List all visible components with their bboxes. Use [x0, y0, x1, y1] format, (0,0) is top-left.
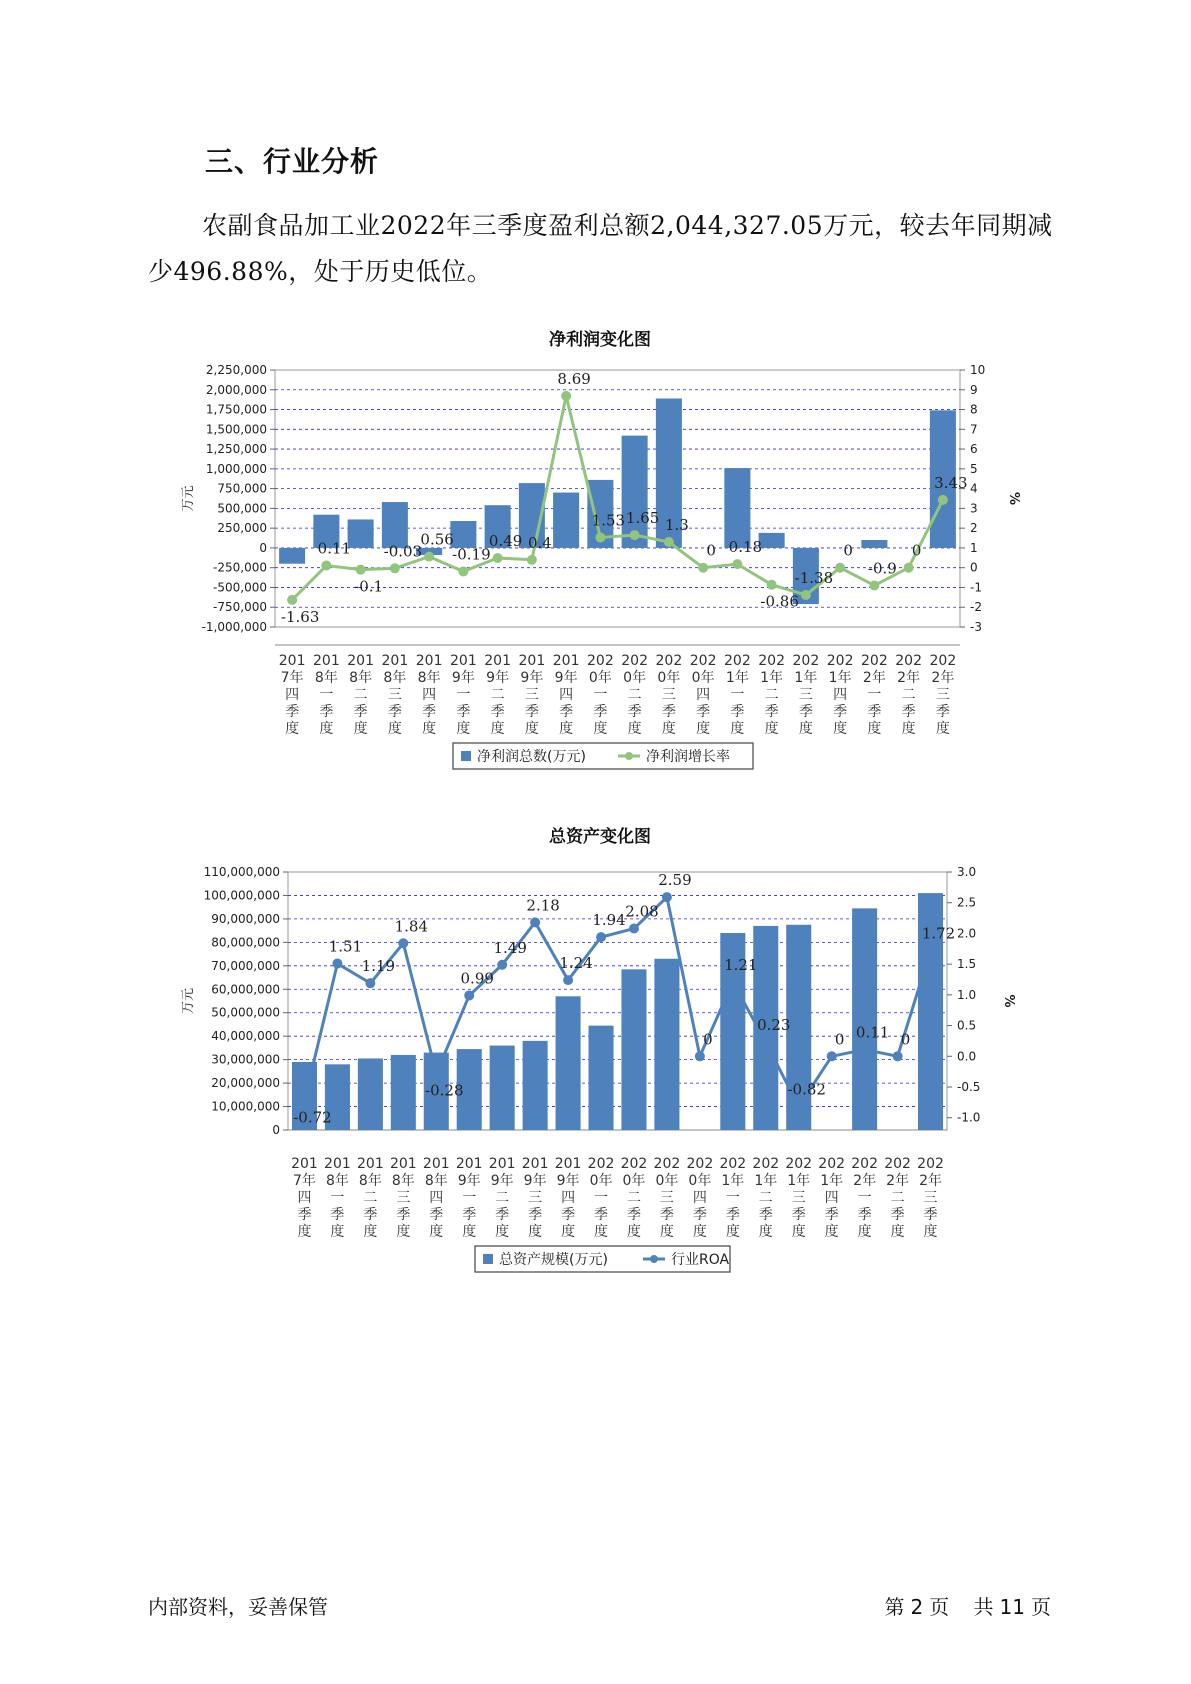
y2-tick-label: -1.0: [957, 1110, 981, 1125]
y2-tick-label: 4: [970, 481, 978, 496]
data-label: 0: [703, 1030, 713, 1049]
line-point: [596, 932, 606, 942]
x-category-label: 202 0年二季度: [620, 1156, 648, 1240]
y-tick-label: 0: [272, 1123, 280, 1137]
bar: [621, 969, 646, 1130]
y-tick-label: 500,000: [217, 501, 267, 516]
y-tick-label: -250,000: [213, 560, 267, 575]
x-category-label: 202 1年三季度: [785, 1156, 813, 1240]
data-label: 0.49: [488, 532, 523, 551]
y-tick-label: 2,250,000: [205, 363, 267, 377]
y2-tick-label: 8: [970, 402, 978, 417]
x-category-label: 202 0年二季度: [621, 653, 648, 737]
y-tick-label: -1,000,000: [201, 620, 267, 634]
data-label: -0.1: [354, 577, 384, 596]
bar: [391, 1055, 416, 1130]
y-tick-label: 50,000,000: [211, 1005, 280, 1020]
line-point: [431, 1068, 441, 1078]
chart-title-net-profit: 净利润变化图: [549, 330, 651, 350]
chart-title-total-assets: 总资产变化图: [549, 827, 651, 847]
bar: [556, 996, 581, 1130]
data-label: 1.53: [591, 511, 626, 530]
y2-axis-title: %: [1006, 491, 1021, 506]
y-tick-label: 250,000: [217, 521, 267, 536]
total-prefix: 共: [973, 1595, 994, 1619]
x-category-label: 201 7年四季度: [278, 653, 306, 737]
y2-tick-label: -0.5: [957, 1080, 981, 1094]
x-category-label: 201 9年一季度: [455, 1156, 483, 1240]
line-point: [299, 1096, 309, 1106]
data-label: 1.72: [921, 924, 956, 943]
x-category-label: 201 8年四季度: [422, 1156, 450, 1240]
y-axis-title: 万元: [181, 485, 196, 512]
x-category-label: 202 2年一季度: [861, 653, 888, 737]
line-point: [629, 924, 639, 934]
line-point: [695, 1051, 705, 1061]
y2-tick-label: 6: [970, 442, 978, 457]
data-label: 0: [900, 1030, 911, 1049]
x-category-label: 202 2年二季度: [895, 653, 922, 737]
bar: [589, 1026, 614, 1130]
y-tick-label: 80,000,000: [211, 935, 280, 950]
y-tick-label: 10,000,000: [211, 1099, 280, 1114]
y-tick-label: 110,000,000: [203, 865, 280, 879]
x-category-label: 202 0年一季度: [587, 1156, 615, 1240]
x-category-label: 202 0年三季度: [655, 653, 683, 737]
y2-tick-label: -2: [970, 600, 982, 615]
x-category-label: 201 9年一季度: [450, 653, 477, 737]
data-label: -0.28: [425, 1081, 464, 1100]
data-label: 1.94: [592, 911, 626, 930]
y2-tick-label: 0.5: [957, 1018, 977, 1033]
line-point: [530, 917, 540, 927]
line-point: [497, 960, 507, 970]
y2-tick-label: 1.0: [957, 987, 977, 1002]
x-category-label: 201 8年二季度: [347, 653, 374, 737]
legend-bar-label: 总资产规模(万元): [499, 1252, 608, 1268]
data-label: -1.63: [280, 607, 320, 626]
line-point: [662, 892, 672, 902]
y-tick-label: 2,000,000: [205, 382, 267, 397]
section-title: 三、行业分析: [205, 145, 380, 178]
y-tick-label: 20,000,000: [211, 1076, 280, 1091]
data-label: 0.18: [728, 538, 763, 557]
data-label: 8.69: [557, 369, 591, 388]
analysis-paragraph: 农副食品加工业2022年三季度盈利总额2,044,327.05万元，较去年同期减少496.88%，处于历史低位。: [148, 211, 1053, 286]
line-point: [926, 946, 936, 956]
y2-tick-label: 1: [970, 540, 978, 555]
legend: [475, 1246, 730, 1272]
y-tick-label: 70,000,000: [211, 958, 280, 973]
line-point: [761, 1037, 771, 1047]
line-point: [464, 990, 474, 1000]
total-unit: 页: [1031, 1595, 1051, 1619]
y-tick-label: 40,000,000: [211, 1029, 280, 1044]
data-label: 0: [843, 541, 853, 560]
data-label: 0.4: [527, 533, 552, 552]
y-tick-label: 1,250,000: [205, 442, 267, 457]
data-label: 0.56: [420, 530, 454, 549]
y-tick-label: -750,000: [213, 600, 267, 615]
data-label: 0: [706, 541, 716, 560]
x-category-label: 201 8年二季度: [357, 1156, 384, 1240]
line-point: [728, 977, 738, 987]
x-category-label: 202 1年二季度: [758, 653, 785, 737]
x-category-label: 201 9年三季度: [518, 653, 546, 737]
y2-tick-label: -3: [970, 620, 982, 634]
y-tick-label: 750,000: [217, 481, 267, 496]
line-point: [563, 975, 573, 985]
line-point: [794, 1102, 804, 1112]
data-label: 0.11: [317, 539, 352, 558]
x-category-label: 202 2年三季度: [917, 1156, 944, 1240]
y-tick-label: 100,000,000: [203, 888, 280, 903]
line-point: [827, 1051, 837, 1061]
y-tick-label: 1,750,000: [205, 402, 267, 417]
x-category-label: 202 0年一季度: [587, 653, 614, 737]
y2-tick-label: 5: [970, 461, 978, 476]
data-label: 0.11: [855, 1023, 890, 1042]
x-category-label: 202 1年二季度: [752, 1156, 780, 1240]
line-point: [398, 938, 408, 948]
data-label: 1.84: [394, 917, 429, 936]
x-category-label: 201 9年三季度: [521, 1156, 549, 1240]
data-label: -0.72: [293, 1108, 332, 1127]
y2-tick-label: 2.0: [957, 926, 977, 941]
data-label: 1.3: [664, 515, 689, 534]
y2-tick-label: 3.0: [957, 865, 977, 879]
legend-line-marker: [650, 1255, 658, 1263]
footer-confidential-note: 内部资料，妥善保管: [148, 1595, 328, 1619]
y-tick-label: 30,000,000: [211, 1052, 280, 1067]
data-label: -0.86: [760, 592, 799, 611]
y2-tick-label: 7: [970, 422, 978, 437]
x-category-label: 202 2年二季度: [884, 1156, 911, 1240]
x-category-label: 201 9年二季度: [488, 1156, 516, 1240]
x-category-label: 202 0年三季度: [653, 1156, 681, 1240]
data-label: 1.21: [724, 955, 758, 974]
x-category-label: 201 9年二季度: [484, 653, 511, 737]
data-label: 0: [911, 541, 922, 560]
y2-tick-label: 0: [970, 560, 978, 575]
x-category-label: 202 2年三季度: [929, 653, 957, 737]
y-tick-label: 1,500,000: [205, 422, 267, 437]
x-category-label: 201 8年一季度: [313, 653, 340, 737]
y2-tick-label: 3: [970, 501, 978, 516]
data-label: 2.59: [658, 871, 692, 890]
data-label: 2.08: [625, 902, 659, 921]
y2-tick-label: 10: [970, 363, 986, 377]
data-label: 1.19: [361, 957, 396, 976]
bar: [654, 959, 679, 1130]
data-label: -1.38: [794, 568, 834, 587]
page-prefix: 第: [884, 1595, 905, 1619]
y2-axis-title: %: [1001, 994, 1016, 1008]
x-category-label: 202 1年三季度: [792, 653, 820, 737]
x-category-label: 202 1年一季度: [724, 653, 751, 737]
data-label: 2.18: [526, 896, 560, 915]
line-point: [893, 1051, 903, 1061]
data-label: 1.65: [625, 509, 660, 528]
x-category-label: 201 8年三季度: [389, 1156, 417, 1240]
data-label: -0.03: [383, 542, 423, 561]
footer-page-number: [878, 1591, 1051, 1620]
x-category-label: 202 1年四季度: [818, 1156, 846, 1240]
page-total: 11: [999, 1595, 1025, 1619]
data-label: 3.43: [934, 473, 968, 492]
y2-tick-label: 1.5: [957, 957, 977, 972]
legend-bar-swatch: [483, 1254, 493, 1264]
x-category-label: 201 8年三季度: [381, 653, 409, 737]
legend-bar-label: 净利润总数(万元): [477, 749, 586, 765]
bar: [490, 1046, 515, 1130]
data-label: 1.49: [493, 938, 527, 957]
y-tick-label: 60,000,000: [211, 982, 280, 997]
y-tick-label: -500,000: [213, 580, 267, 595]
y-tick-label: 1,000,000: [205, 461, 267, 476]
x-category-label: 202 0年四季度: [689, 653, 717, 737]
data-label: 1.24: [559, 954, 593, 973]
legend-line-label: 行业ROA: [671, 1252, 730, 1268]
data-label: -0.82: [787, 1080, 826, 1099]
data-label: -0.9: [867, 559, 897, 578]
data-label: 0.99: [460, 969, 494, 988]
y2-tick-label: 9: [970, 382, 978, 397]
x-category-label: 201 8年一季度: [324, 1156, 351, 1240]
y2-tick-label: 0.0: [957, 1049, 977, 1064]
y2-tick-label: 2.5: [957, 895, 977, 910]
x-category-label: 201 9年四季度: [552, 653, 580, 737]
bar: [523, 1041, 548, 1130]
bar: [852, 908, 877, 1130]
data-label: -0.19: [452, 545, 491, 564]
line-point: [332, 959, 342, 969]
data-label: 0: [834, 1030, 845, 1049]
y-axis-title: 万元: [181, 987, 196, 1015]
page-unit: 页: [929, 1595, 950, 1619]
x-category-label: 202 1年一季度: [719, 1156, 747, 1240]
x-category-label: 202 0年四季度: [686, 1156, 714, 1240]
x-category-label: 201 7年四季度: [291, 1156, 318, 1240]
data-label: 1.51: [328, 937, 363, 956]
x-category-label: 202 1年四季度: [826, 653, 854, 737]
page-current: 2: [910, 1595, 924, 1619]
line-point: [860, 1045, 870, 1055]
legend-line-label: 净利润增长率: [646, 749, 730, 765]
line-point: [365, 978, 375, 988]
y2-tick-label: -1: [970, 580, 982, 595]
y-tick-label: 0: [259, 540, 267, 555]
x-category-label: 201 8年四季度: [415, 653, 443, 737]
y-tick-label: 90,000,000: [211, 911, 280, 926]
data-label: 0.23: [757, 1016, 791, 1035]
bar: [358, 1058, 383, 1130]
x-category-label: 202 2年一季度: [851, 1156, 878, 1240]
x-category-label: 201 9年四季度: [554, 1156, 582, 1240]
y2-tick-label: 2: [970, 521, 978, 536]
